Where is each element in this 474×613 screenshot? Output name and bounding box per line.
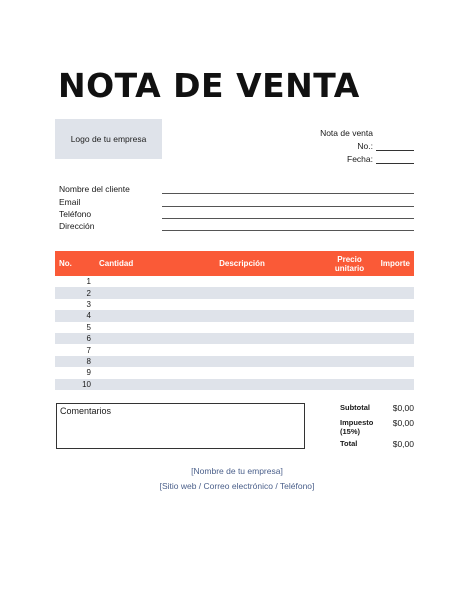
cell-quantity[interactable] [95,379,157,390]
cell-amount[interactable] [372,379,414,390]
cell-unit-price[interactable] [327,310,372,321]
subtotal-value: $0,00 [392,403,414,413]
cell-quantity[interactable] [95,333,157,344]
client-email-label: Email [59,196,81,207]
cell-unit-price[interactable] [327,276,372,287]
items-table [55,251,414,390]
cell-quantity[interactable] [95,310,157,321]
cell-amount[interactable] [372,276,414,287]
client-email-field[interactable] [162,200,414,207]
table-row [55,310,414,321]
cell-unit-price[interactable] [327,379,372,390]
comments-box[interactable] [56,403,305,449]
table-row [55,333,414,344]
cell-unit-price[interactable] [327,367,372,378]
cell-quantity[interactable] [95,322,157,333]
header-amount: Importe [372,251,414,276]
cell-description[interactable] [157,322,327,333]
cell-description[interactable] [157,379,327,390]
table-row [55,322,414,333]
note-date-row [284,151,414,164]
cell-description[interactable] [157,344,327,355]
cell-unit-price[interactable] [327,344,372,355]
logo-label: Logo de tu empresa [70,134,147,144]
client-address-row [59,219,414,231]
cell-description[interactable] [157,310,327,321]
cell-amount[interactable] [372,356,414,367]
comments-label: Comentarios [60,406,112,416]
row-number: 5 [55,322,95,333]
cell-unit-price[interactable] [327,287,372,298]
cell-quantity[interactable] [95,344,157,355]
cell-unit-price[interactable] [327,333,372,344]
note-label-row [284,125,414,138]
cell-unit-price[interactable] [327,322,372,333]
table-row [55,276,414,287]
row-number: 7 [55,344,95,355]
cell-amount[interactable] [372,310,414,321]
client-phone-field[interactable] [162,212,414,219]
client-address-label: Dirección [59,221,95,232]
totals-section [340,403,414,449]
row-number: 10 [55,379,95,390]
cell-unit-price[interactable] [327,356,372,367]
tax-label: Impuesto (15%) [340,418,374,436]
client-address-field[interactable] [162,224,414,231]
header-no: No. [55,251,95,276]
cell-amount[interactable] [372,333,414,344]
header-unit-price: Precio unitario [327,251,372,276]
row-number: 2 [55,287,95,298]
note-label: Nota de venta [320,128,373,138]
cell-description[interactable] [157,356,327,367]
row-number: 4 [55,310,95,321]
subtotal-row [340,403,414,418]
header-description: Descripción [157,251,327,276]
subtotal-label: Subtotal [340,403,370,412]
note-date-label: Fecha: [347,154,373,164]
note-number-label: No.: [357,141,373,151]
row-number: 3 [55,299,95,310]
cell-amount[interactable] [372,344,414,355]
cell-description[interactable] [157,299,327,310]
note-date-field[interactable] [376,154,414,164]
header-quantity: Cantidad [95,251,157,276]
table-row [55,367,414,378]
cell-amount[interactable] [372,287,414,298]
client-name-row [59,182,414,194]
row-number: 1 [55,276,95,287]
client-section [59,182,414,231]
cell-quantity[interactable] [95,299,157,310]
table-row [55,356,414,367]
client-phone-row [59,207,414,219]
client-name-field[interactable] [162,187,414,194]
row-number: 8 [55,356,95,367]
cell-description[interactable] [157,287,327,298]
client-email-row [59,194,414,206]
cell-description[interactable] [157,333,327,344]
table-row [55,379,414,390]
footer-company: [Nombre de tu empresa] [191,466,283,476]
table-row [55,344,414,355]
cell-quantity[interactable] [95,367,157,378]
note-number-field[interactable] [376,141,414,151]
cell-unit-price[interactable] [327,299,372,310]
tax-value: $0,00 [392,418,414,428]
cell-description[interactable] [157,276,327,287]
document-title: NOTA DE VENTA [58,66,360,105]
client-phone-label: Teléfono [59,208,92,219]
total-label: Total [340,439,358,448]
total-row [340,439,414,449]
tax-row [340,418,414,439]
cell-amount[interactable] [372,299,414,310]
cell-amount[interactable] [372,322,414,333]
cell-amount[interactable] [372,367,414,378]
logo-placeholder [55,119,162,159]
cell-quantity[interactable] [95,287,157,298]
total-value: $0,00 [392,439,414,449]
row-number: 9 [55,367,95,378]
table-header-row [55,251,414,276]
cell-description[interactable] [157,367,327,378]
cell-quantity[interactable] [95,276,157,287]
note-number-row [284,138,414,151]
table-row [55,287,414,298]
footer-contact: [Sitio web / Correo electrónico / Teléfono] [159,481,315,491]
cell-quantity[interactable] [95,356,157,367]
table-row [55,299,414,310]
row-number: 6 [55,333,95,344]
client-name-label: Nombre del cliente [59,184,130,195]
note-info [284,125,414,164]
